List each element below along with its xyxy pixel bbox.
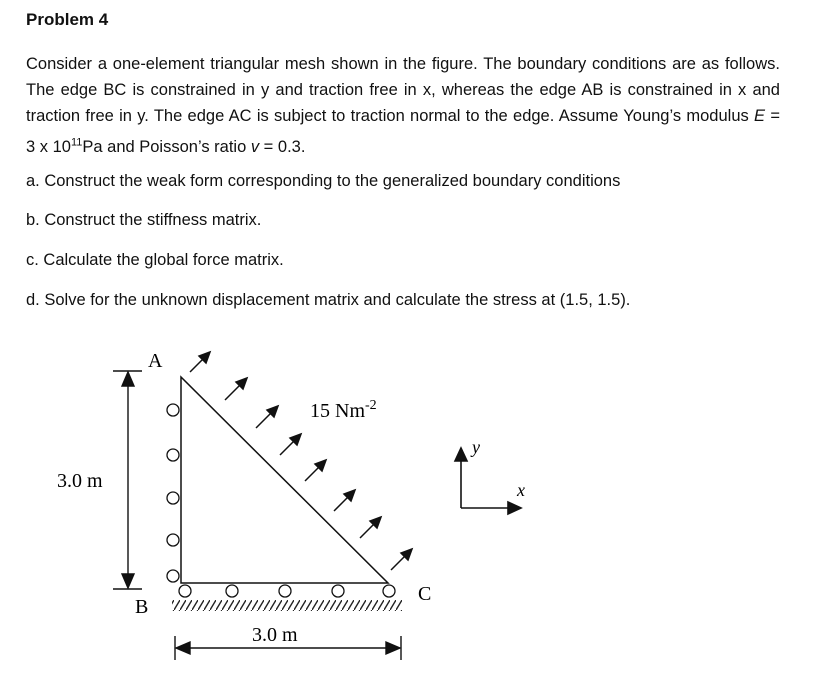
traction-arrow-7	[360, 517, 381, 538]
traction-label: 15 $Nm^{-2}$	[310, 398, 377, 422]
roller-bc-3	[279, 585, 291, 597]
traction-arrow-6	[334, 490, 355, 511]
height-label: 3.0 m	[57, 470, 103, 492]
problem-title: Problem 4	[26, 10, 109, 29]
rollers-edge-AB	[167, 404, 179, 582]
label-B: B	[135, 596, 149, 618]
label-A: A	[148, 350, 163, 372]
roller-ab-2	[167, 449, 179, 461]
label-C: C	[418, 583, 432, 605]
statement-line-4: Assume Young’s modulus E = 3 x $10^{11}Pa$ and Poisson’s ratio v = 0.3.	[26, 107, 780, 156]
roller-bc-5	[383, 585, 395, 597]
roller-ab-5	[167, 570, 179, 582]
question-c: c. Calculate the global force matrix.	[26, 251, 284, 269]
ground-hatching	[172, 600, 402, 611]
width-label: 3.0 m	[252, 624, 298, 646]
height-dimension	[113, 371, 142, 589]
statement-line-1: Consider a one-element triangular mesh shown in the figure. The boundary conditions are as	[26, 55, 720, 73]
question-a: a. Construct the weak form corresponding to the generalized boundary conditions	[26, 172, 621, 190]
y-axis-arrowhead	[455, 448, 467, 461]
question-b: b. Construct the stiffness matrix.	[26, 211, 262, 229]
traction-arrow-4	[280, 434, 301, 455]
roller-bc-1	[179, 585, 191, 597]
roller-ab-3	[167, 492, 179, 504]
traction-arrow-5	[305, 460, 326, 481]
roller-bc-4	[332, 585, 344, 597]
coordinate-axes	[455, 448, 521, 514]
traction-arrow-2	[225, 378, 247, 400]
statement-line-2: follows. The edge BC is constrained in y and traction free in x, whereas the edge AB is	[26, 55, 780, 99]
roller-ab-4	[167, 534, 179, 546]
rollers-edge-BC	[179, 585, 395, 597]
y-axis-label: y	[472, 437, 480, 457]
roller-ab-1	[167, 404, 179, 416]
x-axis-arrowhead	[508, 502, 521, 514]
traction-arrow-3	[256, 406, 278, 428]
x-axis-label: x	[517, 480, 525, 500]
traction-arrow-8	[391, 549, 412, 570]
question-d: d. Solve for the unknown displacement matrix and calculate the stress at (1.5, 1.5).	[26, 291, 631, 309]
traction-arrow-1	[190, 352, 210, 372]
traction-arrows	[190, 352, 412, 570]
roller-bc-2	[226, 585, 238, 597]
statement-line-3: constrained in x and traction free in y. The edge AC is subject to traction normal to the edge.	[26, 81, 780, 125]
